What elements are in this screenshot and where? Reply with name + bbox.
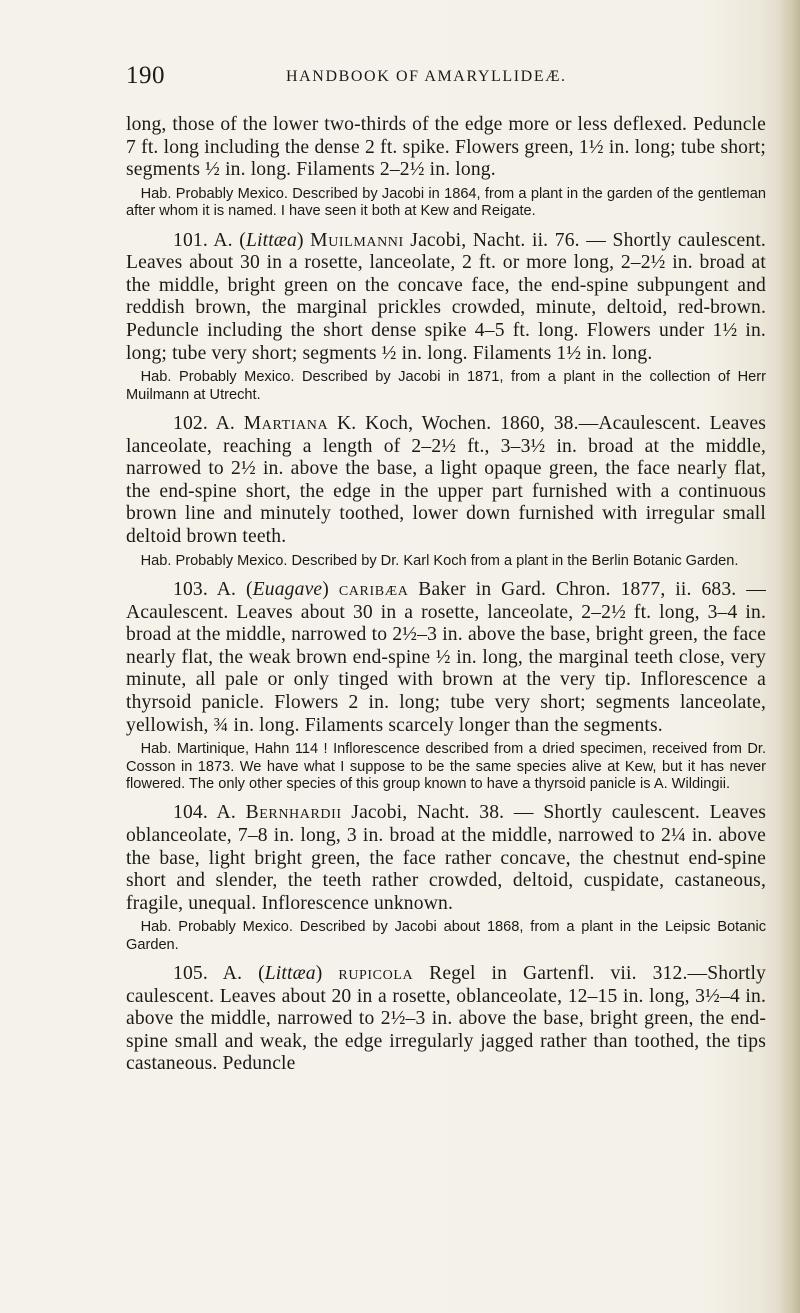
entry-number: 102. A. — [173, 412, 244, 434]
entry-text: Jacobi, Nacht. ii. 76. — Shortly caulescent. Leaves about 30 in a rosette, lanceolate, 2 ft. or more long, 2–2½ in. broad at the middle, bright green on the concave face, the end-spine subpungent and reddish brown, the marginal prickles crowded, minute, deltoid, red-brown. Peduncle including the short dense spike 4–5 ft. long. Flowers under 1½ in. long; tube very short; segments ½ in. long. Filaments 1½ in. long. — [126, 229, 766, 364]
group-name: Littæa — [264, 963, 316, 985]
species-name: Bernhardii — [245, 802, 342, 824]
entry-text: Jacobi, Nacht. 38. — Shortly caulescent. Leaves oblanceolate, 7–8 in. long, 3 in. broad at the middle, narrowed to 2¼ in. above the base, light bright green, the face rather concave, the chestnut end-spine short and slender, the teeth rather crowded, deltoid, cuspidate, castaneous, fragile, unequal. Inflorescence unknown. — [126, 802, 766, 914]
species-entry-103 — [126, 579, 766, 737]
entry-number: 103. A. ( — [173, 578, 253, 600]
entry-text: K. Koch, Wochen. 1860, 38.—Acaulescent. Leaves lanceolate, reaching a length of 2–2½ ft., 3–3½ in. broad at the middle, narrowed to 2½ in. above the base, a light opaque green, the face nearly flat, the end-spine short, the edge in the upper part furnished with a continuous brown line and minutely toothed, lower down furnished with irregular small deltoid brown teeth. — [126, 412, 766, 547]
species-entry-105 — [126, 963, 766, 1076]
species-entry-102 — [126, 413, 766, 549]
group-name: Euagave — [252, 578, 323, 600]
page-edge-shading — [778, 0, 800, 1313]
habitat-note: Hab. Probably Mexico. Described by Jacobi in 1864, from a plant in the garden of the gentleman after whom it is named. I have seen it both at Kew and Reigate. — [126, 185, 766, 220]
species-name: rupicola — [338, 963, 414, 985]
page-number: 190 — [126, 62, 165, 89]
continuation-paragraph — [126, 114, 766, 182]
paragraph-text: long, those of the lower two-thirds of the edge more or less deflexed. Peduncle 7 ft. long including the dense 2 ft. spike. Flowers green, 1½ in. long; tube short; segments ½ in. long. Filaments 2–2½ in. long. — [126, 114, 766, 181]
group-close: ) — [315, 963, 339, 985]
entry-number: 105. A. ( — [173, 963, 265, 985]
page-content — [126, 114, 766, 1076]
entry-text: Regel in Gartenfl. vii. 312.—Shortly caulescent. Leaves about 20 in a rosette, oblanceolate, 12–15 in. long, 3½–4 in. above the middle, narrowed to 2½–3 in. above the base, bright green, the end-spine small and weak, the edge irregularly jagged rather than toothed, the tips castaneous. Peduncle — [126, 963, 766, 1075]
habitat-note: Hab. Probably Mexico. Described by Dr. Karl Koch from a plant in the Berlin Botanic Garden. — [140, 552, 739, 569]
group-name: Littæa — [245, 229, 297, 251]
entry-text: Baker in Gard. Chron. 1877, ii. 683. —Acaulescent. Leaves about 30 in a rosette, lanceolate, 2–2½ ft. long, 3–4 in. broad at the middle, narrowed to 2½–3 in. above the base, bright green, the face nearly flat, the weak brown end-spine ½ in. long, the marginal teeth close, very minute, all pale or only tinged with brown at the very tip. Inflorescence a thyrsoid panicle. Flowers 2 in. long; tube very short; segments lanceolate, yellowish, ¾ in. long. Filaments scarcely longer than the segments. — [126, 578, 766, 736]
species-entry-104 — [126, 802, 766, 915]
entry-number: 101. A. ( — [173, 229, 246, 251]
species-name: Muilmanni — [310, 229, 404, 251]
running-head: HANDBOOK OF AMARYLLIDEÆ. — [286, 68, 567, 85]
group-close: ) — [322, 578, 339, 600]
species-name: caribæa — [338, 578, 409, 600]
entry-number: 104. A. — [173, 802, 246, 824]
species-name: Martiana — [243, 412, 329, 434]
habitat-note: Hab. Martinique, Hahn 114 ! Inflorescence described from a dried specimen, received from Dr. Cosson in 1873. We have what I suppose to be the same species alive at Kew, but it has never flowered. The only other species of this group known to have a thyrsoid panicle is A. Wildingii. — [126, 741, 766, 792]
group-close: ) — [296, 229, 311, 251]
species-entry-101 — [126, 230, 766, 366]
page-header — [126, 62, 766, 92]
habitat-note: Hab. Probably Mexico. Described by Jacobi in 1871, from a plant in the collection of Herr Muilmann at Utrecht. — [126, 369, 766, 403]
habitat-note: Hab. Probably Mexico. Described by Jacobi about 1868, from a plant in the Leipsic Botanic Garden. — [126, 919, 766, 953]
